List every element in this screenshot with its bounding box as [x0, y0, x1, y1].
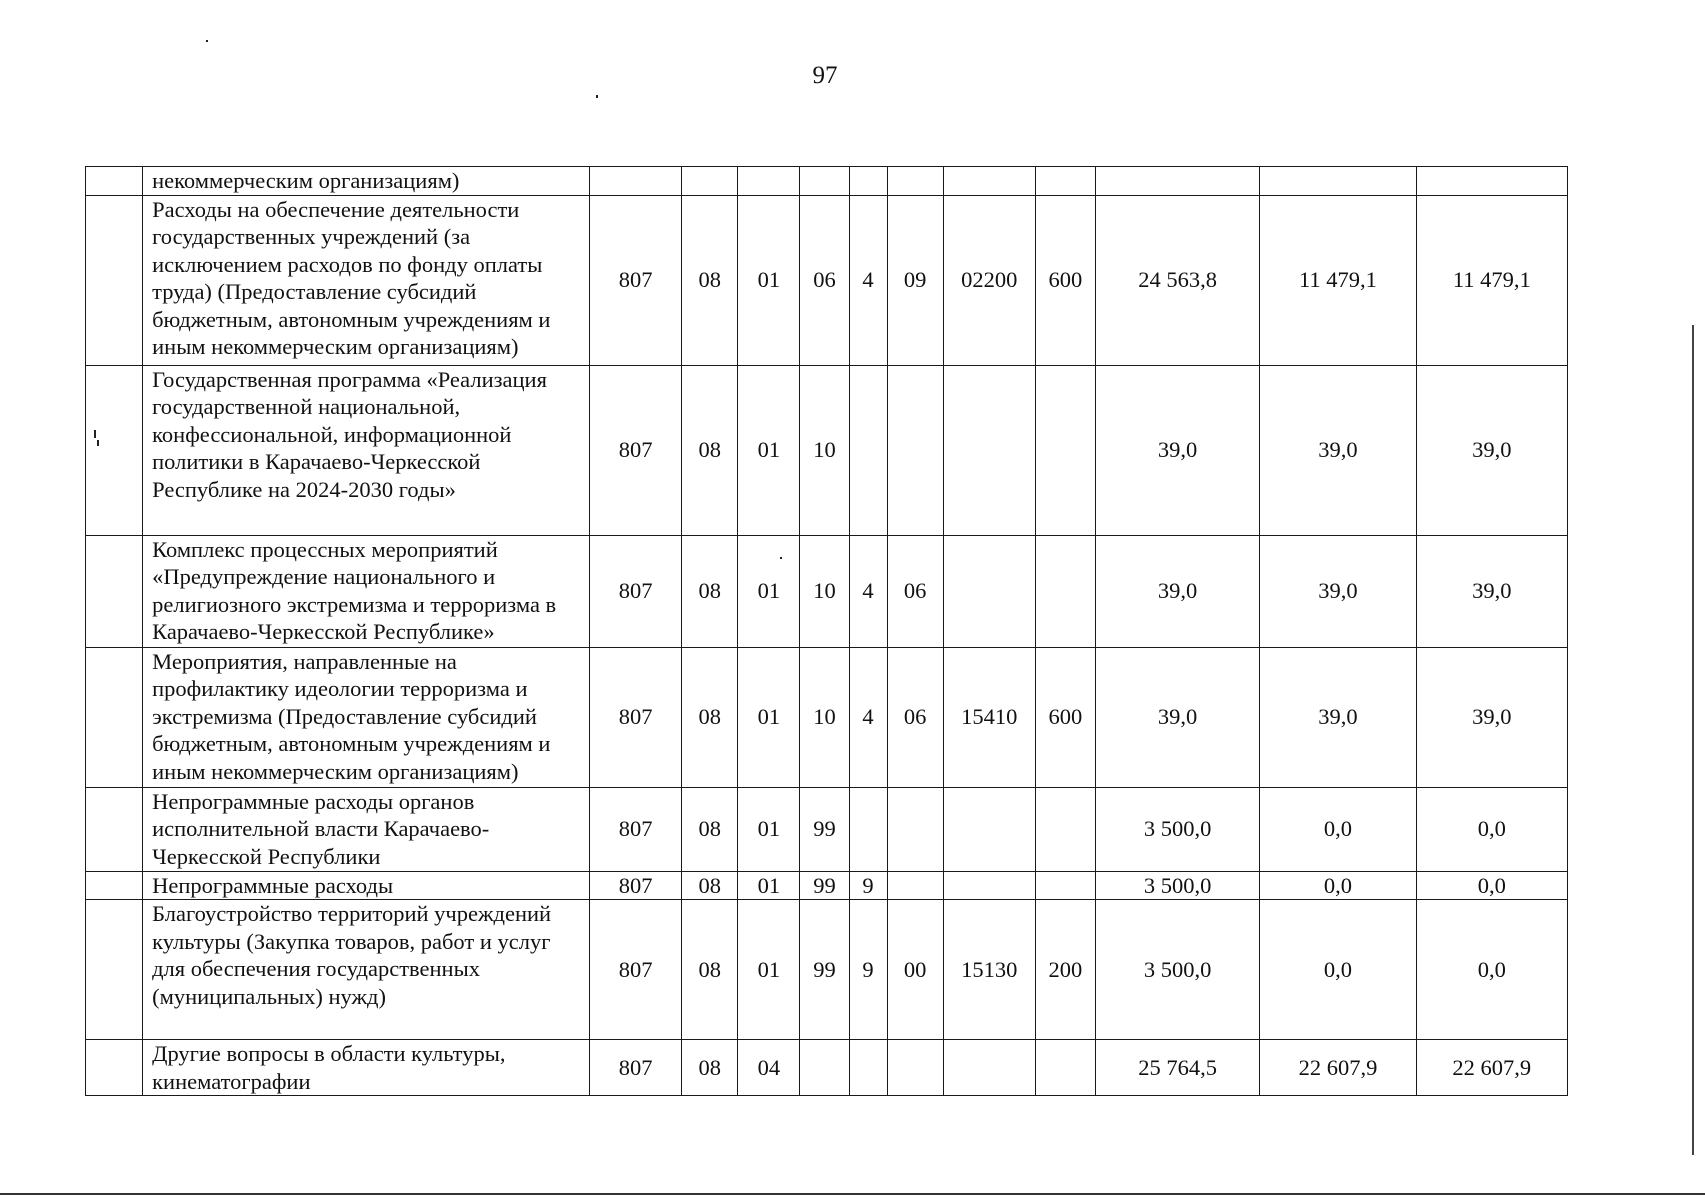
ministry-code-cell: 807	[590, 647, 682, 787]
scan-speck	[780, 557, 782, 559]
program-code-cell: 10	[800, 365, 849, 535]
amount-year-2-cell: 39,0	[1260, 365, 1416, 535]
expense-type-code-cell	[1035, 365, 1095, 535]
amount-year-1-cell: 24 563,8	[1095, 195, 1259, 365]
amount-year-3-cell: 0,0	[1416, 871, 1567, 900]
amount-year-1-cell: 3 500,0	[1095, 787, 1259, 871]
budget-table	[85, 166, 1568, 1096]
table-row	[86, 900, 1568, 1040]
direction-code-cell	[943, 1040, 1035, 1096]
ministry-code-cell: 807	[590, 365, 682, 535]
subprogram-code-cell	[849, 787, 887, 871]
expense-name-cell: Государственная программа «Реализация государственной национальной, конфессиональной, информационной политики в Карачаево-Черкесской Республике на 2024-2030 годы»	[143, 365, 590, 535]
subprogram-code-cell	[849, 1040, 887, 1096]
ministry-code-cell: 807	[590, 195, 682, 365]
amount-year-1-cell: 25 764,5	[1095, 1040, 1259, 1096]
program-code-cell: 06	[800, 195, 849, 365]
table-row	[86, 535, 1568, 647]
amount-year-2-cell: 22 607,9	[1260, 1040, 1416, 1096]
program-code-cell: 10	[800, 647, 849, 787]
subprogram-code-cell: 4	[849, 195, 887, 365]
activity-code-cell	[887, 1040, 943, 1096]
row-index-cell	[86, 871, 143, 900]
section-code-cell: 08	[682, 365, 738, 535]
expense-type-code-cell: 600	[1035, 647, 1095, 787]
expense-type-code-cell	[1035, 787, 1095, 871]
expense-type-code-cell	[1035, 1040, 1095, 1096]
expense-name-cell: Непрограммные расходы	[143, 871, 590, 900]
amount-year-2-cell: 11 479,1	[1260, 195, 1416, 365]
amount-year-1-cell: 39,0	[1095, 365, 1259, 535]
amount-year-3-cell: 39,0	[1416, 647, 1567, 787]
direction-code-cell: 15410	[943, 647, 1035, 787]
page-number: 97	[812, 62, 838, 89]
amount-year-2-cell: 39,0	[1260, 647, 1416, 787]
row-index-cell	[86, 1040, 143, 1096]
section-code-cell: 08	[682, 1040, 738, 1096]
expense-type-code-cell	[1035, 871, 1095, 900]
expense-name-cell: Расходы на обеспечение деятельности государственных учреждений (за исключением расходов по фонду оплаты труда) (Предоставление субсидий бюджетным, автономным учреждениям и иным некоммерческим организациям)	[143, 195, 590, 365]
subsection-code-cell: 01	[738, 871, 800, 900]
direction-code-cell	[943, 167, 1035, 196]
amount-year-2-cell: 0,0	[1260, 900, 1416, 1040]
expense-type-code-cell	[1035, 167, 1095, 196]
row-index-cell	[86, 195, 143, 365]
subsection-code-cell: 01	[738, 647, 800, 787]
row-index-cell	[86, 167, 143, 196]
subprogram-code-cell: 9	[849, 900, 887, 1040]
subsection-code-cell: 01	[738, 787, 800, 871]
scan-speck	[596, 95, 598, 98]
ministry-code-cell: 807	[590, 900, 682, 1040]
table-row	[86, 365, 1568, 535]
subsection-code-cell: 01	[738, 900, 800, 1040]
scan-speck	[97, 440, 99, 446]
direction-code-cell	[943, 871, 1035, 900]
amount-year-1-cell	[1095, 167, 1259, 196]
table-row	[86, 1040, 1568, 1096]
amount-year-3-cell: 22 607,9	[1416, 1040, 1567, 1096]
amount-year-3-cell	[1416, 167, 1567, 196]
amount-year-3-cell: 39,0	[1416, 535, 1567, 647]
row-index-cell	[86, 900, 143, 1040]
expense-name-cell: некоммерческим организациям)	[143, 167, 590, 196]
section-code-cell: 08	[682, 900, 738, 1040]
amount-year-1-cell: 3 500,0	[1095, 900, 1259, 1040]
amount-year-3-cell: 0,0	[1416, 787, 1567, 871]
activity-code-cell: 09	[887, 195, 943, 365]
scan-speck	[94, 430, 96, 438]
ministry-code-cell: 807	[590, 1040, 682, 1096]
program-code-cell: 99	[800, 900, 849, 1040]
amount-year-1-cell: 39,0	[1095, 647, 1259, 787]
expense-type-code-cell	[1035, 535, 1095, 647]
activity-code-cell: 00	[887, 900, 943, 1040]
scan-speck	[206, 40, 208, 42]
subsection-code-cell: 04	[738, 1040, 800, 1096]
expense-type-code-cell: 200	[1035, 900, 1095, 1040]
direction-code-cell	[943, 365, 1035, 535]
amount-year-2-cell: 39,0	[1260, 535, 1416, 647]
expense-name-cell: Мероприятия, направленные на профилактику идеологии терроризма и экстремизма (Предоставление субсидий бюджетным, автономным учреждениям и иным некоммерческим организациям)	[143, 647, 590, 787]
expense-name-cell: Комплекс процессных мероприятий «Предупреждение национального и религиозного экстремизма и терроризма в Карачаево-Черкесской Республике»	[143, 535, 590, 647]
ministry-code-cell: 807	[590, 535, 682, 647]
direction-code-cell	[943, 787, 1035, 871]
amount-year-3-cell: 11 479,1	[1416, 195, 1567, 365]
activity-code-cell	[887, 365, 943, 535]
program-code-cell: 99	[800, 871, 849, 900]
expense-type-code-cell: 600	[1035, 195, 1095, 365]
subsection-code-cell: 01	[738, 365, 800, 535]
activity-code-cell	[887, 787, 943, 871]
row-index-cell	[86, 365, 143, 535]
section-code-cell: 08	[682, 195, 738, 365]
subsection-code-cell	[738, 167, 800, 196]
row-index-cell	[86, 647, 143, 787]
program-code-cell: 10	[800, 535, 849, 647]
amount-year-3-cell: 39,0	[1416, 365, 1567, 535]
section-code-cell: 08	[682, 871, 738, 900]
activity-code-cell	[887, 167, 943, 196]
section-code-cell: 08	[682, 647, 738, 787]
subprogram-code-cell: 9	[849, 871, 887, 900]
amount-year-2-cell: 0,0	[1260, 787, 1416, 871]
subprogram-code-cell	[849, 365, 887, 535]
subsection-code-cell: 01	[738, 195, 800, 365]
activity-code-cell	[887, 871, 943, 900]
row-index-cell	[86, 787, 143, 871]
amount-year-3-cell: 0,0	[1416, 900, 1567, 1040]
table-row	[86, 647, 1568, 787]
section-code-cell: 08	[682, 535, 738, 647]
amount-year-1-cell: 3 500,0	[1095, 871, 1259, 900]
expense-name-cell: Благоустройство территорий учреждений культуры (Закупка товаров, работ и услуг для обеспечения государственных (муниципальных) нужд)	[143, 900, 590, 1040]
scan-bottom-line	[0, 1193, 1705, 1195]
amount-year-2-cell: 0,0	[1260, 871, 1416, 900]
expense-name-cell: Другие вопросы в области культуры, кинематографии	[143, 1040, 590, 1096]
ministry-code-cell: 807	[590, 871, 682, 900]
table-row	[86, 871, 1568, 900]
section-code-cell	[682, 167, 738, 196]
program-code-cell: 99	[800, 787, 849, 871]
subprogram-code-cell: 4	[849, 535, 887, 647]
section-code-cell: 08	[682, 787, 738, 871]
subprogram-code-cell	[849, 167, 887, 196]
table-row	[86, 787, 1568, 871]
program-code-cell	[800, 1040, 849, 1096]
row-index-cell	[86, 535, 143, 647]
subprogram-code-cell: 4	[849, 647, 887, 787]
ministry-code-cell	[590, 167, 682, 196]
amount-year-1-cell: 39,0	[1095, 535, 1259, 647]
direction-code-cell: 02200	[943, 195, 1035, 365]
amount-year-2-cell	[1260, 167, 1416, 196]
expense-name-cell: Непрограммные расходы органов исполнительной власти Карачаево-Черкесской Республики	[143, 787, 590, 871]
program-code-cell	[800, 167, 849, 196]
scan-edge-line	[1692, 325, 1694, 1155]
table-row	[86, 167, 1568, 196]
direction-code-cell	[943, 535, 1035, 647]
ministry-code-cell: 807	[590, 787, 682, 871]
activity-code-cell: 06	[887, 535, 943, 647]
activity-code-cell: 06	[887, 647, 943, 787]
direction-code-cell: 15130	[943, 900, 1035, 1040]
subsection-code-cell: 01	[738, 535, 800, 647]
table-row	[86, 195, 1568, 365]
